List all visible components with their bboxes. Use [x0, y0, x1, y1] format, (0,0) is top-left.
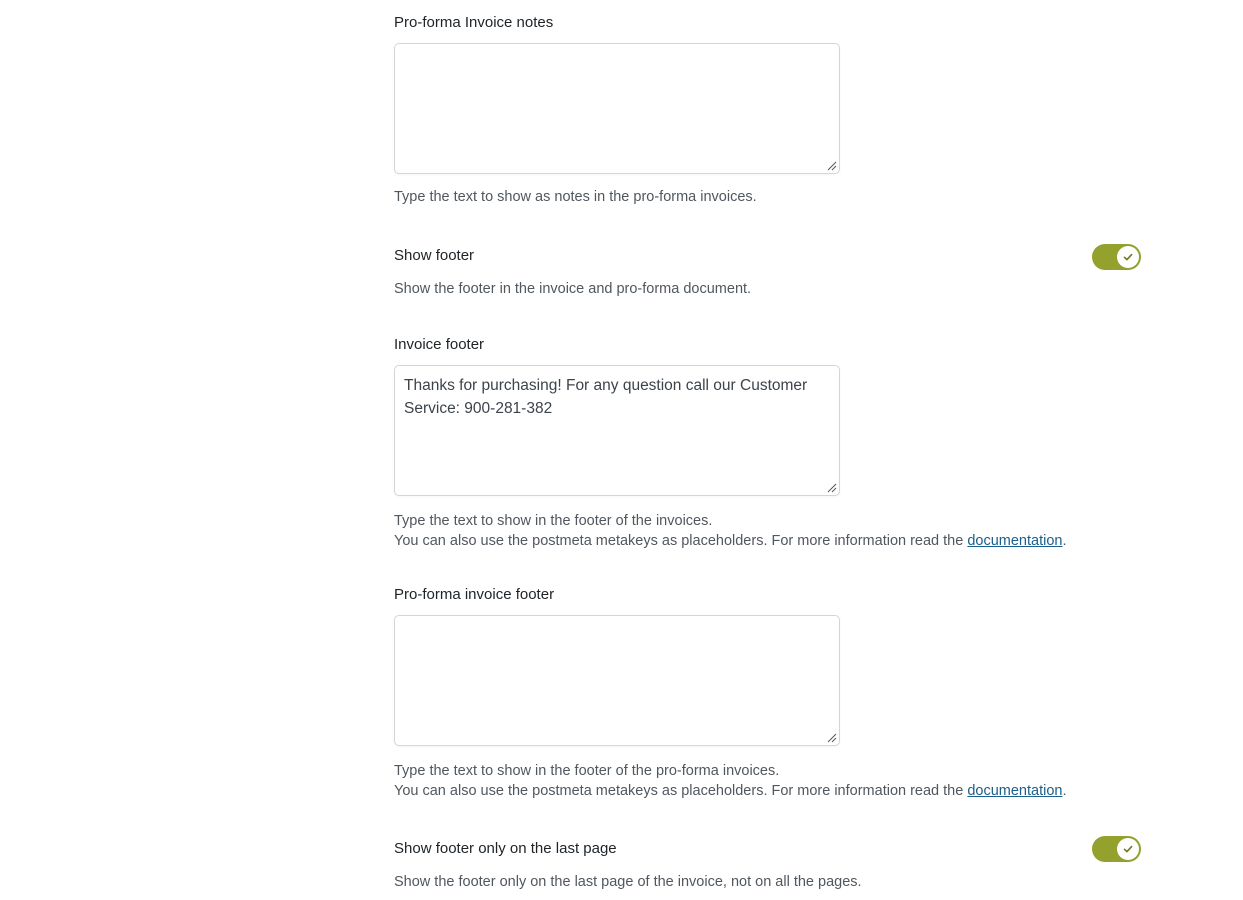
footer-last-page-label: Show footer only on the last page [394, 840, 617, 857]
invoice-footer-textarea[interactable] [395, 366, 839, 495]
show-footer-description: Show the footer in the invoice and pro-forma document. [394, 281, 752, 297]
proforma-notes-field [394, 13, 1154, 207]
description-suffix: . [1062, 533, 1067, 549]
proforma-notes-textarea-wrap [394, 43, 840, 174]
description-suffix: . [1062, 783, 1067, 799]
proforma-footer-label: Pro-forma invoice footer [394, 586, 555, 603]
invoice-footer-description-line2 [394, 531, 1154, 551]
proforma-footer-description [394, 761, 1154, 801]
proforma-notes-textarea[interactable] [395, 44, 839, 173]
resize-handle-icon[interactable] [827, 733, 837, 743]
footer-last-page-field [394, 839, 1154, 892]
invoice-footer-description-line1: Type the text to show in the footer of the invoices. [394, 513, 713, 529]
documentation-link[interactable]: documentation [967, 783, 1063, 799]
proforma-footer-textarea-wrap [394, 615, 840, 746]
checkmark-icon [1122, 843, 1134, 855]
description-prefix: You can also use the postmeta metakeys as placeholders. For more information read the [394, 533, 968, 549]
proforma-footer-description-line2 [394, 781, 1154, 801]
proforma-notes-label: Pro-forma Invoice notes [394, 14, 554, 31]
toggle-knob [1117, 246, 1139, 268]
invoice-footer-description [394, 511, 1154, 551]
footer-last-page-toggle[interactable] [1092, 836, 1141, 862]
invoice-footer-label: Invoice footer [394, 336, 485, 353]
resize-handle-icon[interactable] [827, 483, 837, 493]
proforma-notes-description: Type the text to show as notes in the pro-forma invoices. [394, 189, 757, 205]
show-footer-field [394, 246, 1154, 299]
invoice-footer-field [394, 335, 1154, 551]
resize-handle-icon[interactable] [827, 161, 837, 171]
proforma-footer-textarea[interactable] [395, 616, 839, 745]
proforma-footer-field [394, 585, 1154, 801]
show-footer-label: Show footer [394, 247, 475, 264]
proforma-footer-description-line1: Type the text to show in the footer of the pro-forma invoices. [394, 763, 780, 779]
toggle-knob [1117, 838, 1139, 860]
show-footer-toggle[interactable] [1092, 244, 1141, 270]
description-prefix: You can also use the postmeta metakeys as placeholders. For more information read the [394, 783, 968, 799]
invoice-footer-textarea-wrap [394, 365, 840, 496]
footer-last-page-description: Show the footer only on the last page of the invoice, not on all the pages. [394, 874, 862, 890]
checkmark-icon [1122, 251, 1134, 263]
documentation-link[interactable]: documentation [967, 533, 1063, 549]
